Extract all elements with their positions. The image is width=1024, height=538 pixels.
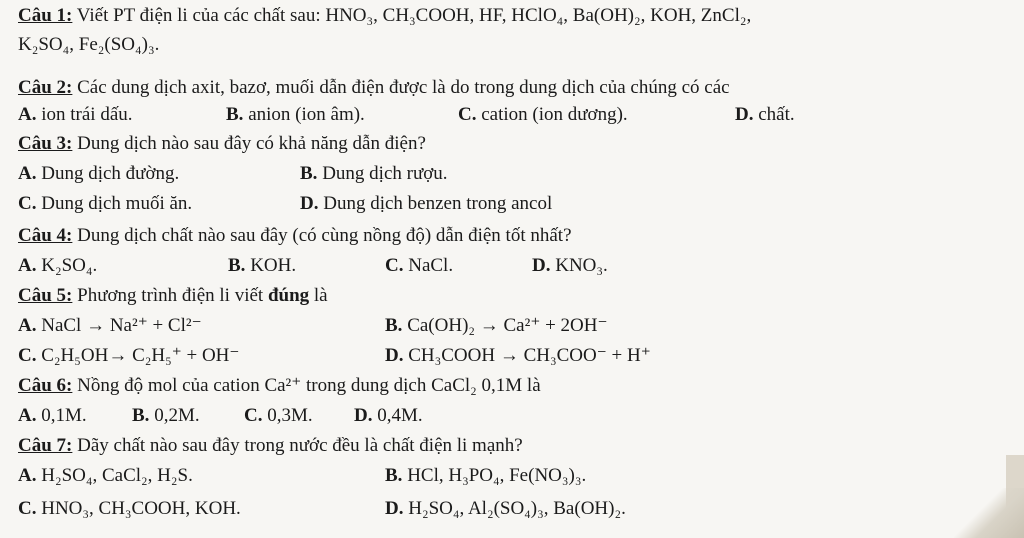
option-text: ion trái dấu.: [36, 104, 133, 125]
question-label: Câu 2:: [18, 77, 73, 98]
option-a: [18, 162, 179, 185]
question-6: [18, 374, 541, 397]
option-letter: D.: [735, 104, 754, 125]
option-c: [18, 344, 239, 367]
option-text: NaCl → Na²⁺ + Cl²⁻: [36, 315, 202, 336]
option-letter: A.: [18, 465, 37, 486]
question-1: [18, 4, 751, 27]
question-text: Dãy chất nào sau đây trong nước đều là chất điện li mạnh?: [72, 435, 523, 456]
option-letter: C.: [18, 193, 37, 214]
question-label: Câu 6:: [18, 375, 73, 396]
option-text: Dung dịch muối ăn.: [36, 193, 193, 214]
option-text: Dung dịch benzen trong ancol: [318, 193, 553, 214]
question-3: [18, 132, 426, 155]
option-text: 0,2M.: [149, 405, 200, 426]
question-text: Các dung dịch axit, bazơ, muối dẫn điện được là do trong dung dịch của chúng có các: [72, 77, 730, 98]
option-text: NaCl.: [403, 255, 454, 276]
option-a: [18, 103, 133, 126]
option-text: HNO₃, CH₃COOH, KOH.: [36, 498, 241, 519]
option-d: [354, 404, 423, 427]
paper-corner-shadow: [954, 488, 1024, 538]
option-a: [18, 314, 202, 337]
question-text: Viết PT điện li của các chất sau: HNO₃, CH₃COOH, HF, HClO₄, Ba(OH)₂, KOH, ZnCl₂,: [72, 5, 752, 26]
option-b: [226, 103, 365, 126]
option-d: [300, 192, 552, 215]
option-b: [228, 254, 296, 277]
option-text: 0,1M.: [36, 405, 87, 426]
option-letter: D.: [354, 405, 373, 426]
option-letter: C.: [385, 255, 404, 276]
question-label: Câu 5:: [18, 285, 73, 306]
option-text: chất.: [753, 104, 795, 125]
option-letter: A.: [18, 405, 37, 426]
option-letter: B.: [132, 405, 150, 426]
question-text: Phương trình điện li viết: [72, 285, 268, 306]
question-label: Câu 7:: [18, 435, 73, 456]
option-text: H₂SO₄, CaCl₂, H₂S.: [36, 465, 193, 486]
option-letter: A.: [18, 315, 37, 336]
option-text: Dung dịch đường.: [36, 163, 180, 184]
option-c: [385, 254, 453, 277]
option-text: KOH.: [245, 255, 297, 276]
option-text: anion (ion âm).: [243, 104, 365, 125]
option-text: C₂H₅OH→ C₂H₅⁺ + OH⁻: [36, 345, 240, 366]
option-a: [18, 404, 87, 427]
option-letter: C.: [18, 345, 37, 366]
option-d: [385, 497, 626, 520]
option-b: [300, 162, 448, 185]
question-text: Dung dịch nào sau đây có khả năng dẫn điện?: [72, 133, 426, 154]
option-d: [532, 254, 608, 277]
option-letter: D.: [385, 345, 404, 366]
option-c: [244, 404, 313, 427]
option-letter: C.: [18, 498, 37, 519]
question-2: [18, 76, 730, 99]
option-letter: B.: [385, 465, 403, 486]
option-letter: B.: [385, 315, 403, 336]
question-text: Dung dịch chất nào sau đây (có cùng nồng độ) dẫn điện tốt nhất?: [72, 225, 572, 246]
option-b: [385, 314, 608, 337]
option-a: [18, 464, 193, 487]
option-letter: B.: [228, 255, 246, 276]
option-text: KNO₃.: [550, 255, 608, 276]
question-text-end: là: [309, 285, 328, 306]
option-letter: B.: [300, 163, 318, 184]
option-d: [385, 344, 651, 367]
option-text: CH₃COOH → CH₃COO⁻ + H⁺: [403, 345, 651, 366]
option-letter: D.: [385, 498, 404, 519]
option-text: 0,4M.: [372, 405, 423, 426]
question-7: [18, 434, 523, 457]
option-text: 0,3M.: [262, 405, 313, 426]
option-c: [18, 497, 241, 520]
option-letter: A.: [18, 255, 37, 276]
option-d: [735, 103, 795, 126]
option-letter: A.: [18, 104, 37, 125]
option-c: [18, 192, 192, 215]
option-text: cation (ion dương).: [476, 104, 628, 125]
question-4: [18, 224, 572, 247]
option-letter: D.: [532, 255, 551, 276]
question-label: Câu 3:: [18, 133, 73, 154]
question-label: Câu 4:: [18, 225, 73, 246]
question-5: [18, 284, 328, 307]
option-a: [18, 254, 97, 277]
option-b: [385, 464, 586, 487]
option-letter: D.: [300, 193, 319, 214]
question-1-continued: [18, 33, 159, 56]
option-letter: C.: [458, 104, 477, 125]
option-b: [132, 404, 200, 427]
option-letter: B.: [226, 104, 244, 125]
question-text: Nồng độ mol của cation Ca²⁺ trong dung dịch CaCl₂ 0,1M là: [72, 375, 541, 396]
option-text: K₂SO₄.: [36, 255, 98, 276]
option-text: H₂SO₄, Al₂(SO₄)₃, Ba(OH)₂.: [403, 498, 626, 519]
option-letter: A.: [18, 163, 37, 184]
question-emphasis: đúng: [267, 285, 310, 306]
option-text: Ca(OH)₂ → Ca²⁺ + 2OH⁻: [402, 315, 608, 336]
option-text: Dung dịch rượu.: [317, 163, 448, 184]
option-text: HCl, H₃PO₄, Fe(NO₃)₃.: [402, 465, 587, 486]
question-label: Câu 1:: [18, 5, 73, 26]
option-letter: C.: [244, 405, 263, 426]
question-text: K₂SO₄, Fe₂(SO₄)₃.: [18, 34, 160, 55]
option-c: [458, 103, 628, 126]
